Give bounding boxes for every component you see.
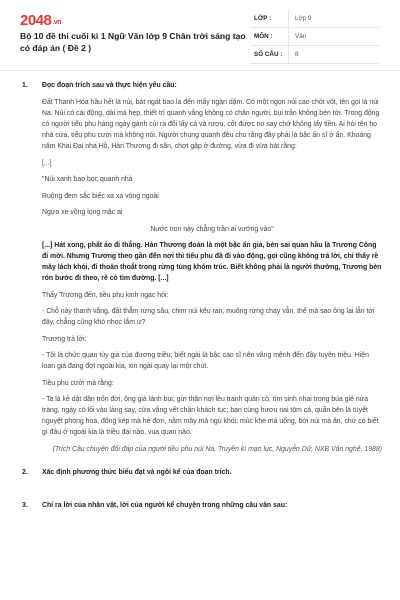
- question-body: [42, 80, 382, 460]
- dialogue-line: - Ta là kẻ dật dân trốn đời, ông giả lánh bụi; gửi thân nơi lều tranh quán cỏ, tìm sinh nhai trong búa giẻ nứa tràng, ngày có lối vào làng say, cửa vắng vết chân khách tục; bạn cùng hươu nai tôm cá, quẩn bên là tuyết nguyệt phong hoa, đông kép mà hè đơn, nằm mây mà ngủ khói; mùc khe mà uống, bới núi mà ăn, chứ có biết gì đâu ở ngoài kia là triều đại nào, vua quan nào.: [42, 396, 379, 436]
- question-prompt: Xác định phương thức biểu đạt và ngôi kể của đoạn trích.: [42, 469, 232, 476]
- passage-paragraph: Thấy Trương đến, tiều phu kinh ngạc hỏi:: [42, 291, 169, 299]
- meta-label: LỚP :: [250, 10, 289, 27]
- question-body: [42, 500, 382, 517]
- question-body: [42, 467, 382, 484]
- question-3: [22, 500, 382, 517]
- question-number: 1.: [22, 82, 28, 89]
- question-prompt: Chỉ ra lời của nhân vật, lời của người kể chuyện trong những câu văn sau:: [42, 502, 288, 509]
- site-logo[interactable]: [20, 12, 61, 29]
- poem-line: Ruộng đem sắc biếc xa xa vòng ngoài: [42, 192, 159, 200]
- meta-label: MÔN :: [250, 28, 289, 45]
- passage-paragraph: Trương trả lời:: [42, 335, 87, 343]
- passage-ellipsis: [...]: [42, 159, 52, 167]
- meta-row-subject: [250, 28, 380, 46]
- dialogue-line: - Chỗ này thanh vắng, đất thẳm rừng sâu, chim núi kêu ran, muông rừng chạy vẫn, thế mà sao ông lại lẫn tới đây, chẳng cũng khó nhọc lắm ư?: [42, 308, 375, 326]
- document-content: [22, 80, 382, 517]
- logo-tld: .vn: [52, 19, 61, 26]
- logo-text: 2048: [20, 12, 52, 29]
- meta-value: Văn: [295, 33, 307, 40]
- poem-line: Nước non này chẳng trần ai vướng vào": [150, 225, 274, 233]
- question-number: 2.: [22, 469, 28, 476]
- passage-paragraph-bold: [...] Hát xong, phất áo đi thẳng. Hàn Thương đoán là một bậc ẩn giả, bèn sai quan hầu là Trương Công đi mời. Nhưng Trương theo gần đến nơi thì tiểu phu đã đi vào động, gọi cũng không trả lời, chỉ thấy rề mây lách khói, đi thoăn thoắt trong rừng tùng khóm trúc. Biết không phải là người thường, Trương bèn rón bước đi theo, rẽ cỏ tìm đường. [...]: [42, 242, 382, 282]
- dialogue-line: - Tôi là chức quan tùy giá của đương triều; biết ngài là bậc cao sĩ nên vâng mệnh đến đây tuyên triệu. Hiện loan giá đang đợi ngoài kia, xin ngài quay lại một chút.: [42, 352, 369, 370]
- meta-value: Lớp 9: [295, 15, 312, 22]
- meta-label: SỐ CÂU :: [250, 46, 289, 63]
- passage-paragraph: Đất Thanh Hóa hầu hết là núi, bát ngát bao la đến mấy ngàn dặm. Có một ngọn núi cao chót vót, tên gọi là núi Na. Núi có cái động, dài mà hẹp, thiết trí quanh vắng không có chân người, bụi trần không bén tới. Trong động có người tiểu phu hàng ngày gánh củi ra đổi lấy cá và rượu, cốt được no say chứ không lấy tiền. Ai hỏi tên họ nhà cửa, tiểu phu cười mà không nói. Người chung quanh đều cho rằng đây phải là bậc ẩn sĩ ở ẩn. Khoảng năm Khai Đại nhà Hồ, Hàn Thương đi săn, chợt gặp ở đường, vừa đi vừa hát rằng:: [42, 99, 380, 150]
- poem-line: Ngựa xe vồng lọng mặc ai: [42, 209, 123, 216]
- passage-paragraph: Tiều phu cười mà rằng:: [42, 379, 114, 387]
- header: [0, 0, 400, 71]
- question-2: [22, 467, 382, 484]
- meta-row-question-count: [250, 46, 380, 64]
- meta-value: 8: [295, 51, 299, 58]
- question-1: [22, 80, 382, 460]
- meta-row-class: [250, 10, 380, 28]
- meta-table: [250, 10, 380, 64]
- poem-line: "Núi xanh bao bọc quanh nhà: [42, 176, 133, 183]
- question-number: 3.: [22, 502, 28, 509]
- document-title: Bộ 10 đề thi cuối kì 1 Ngữ Văn lớp 9 Chân trời sáng tạo có đáp án ( Đề 2 ): [20, 31, 246, 53]
- question-prompt: Đọc đoạn trích sau và thực hiện yêu cầu:: [42, 82, 177, 89]
- source-citation: (Trích Câu chuyện đối đáp của người tiều phu núi Na, Truyền kì mạn lục, Nguyễn Dữ, NXB Văn nghệ, 1988): [52, 445, 382, 453]
